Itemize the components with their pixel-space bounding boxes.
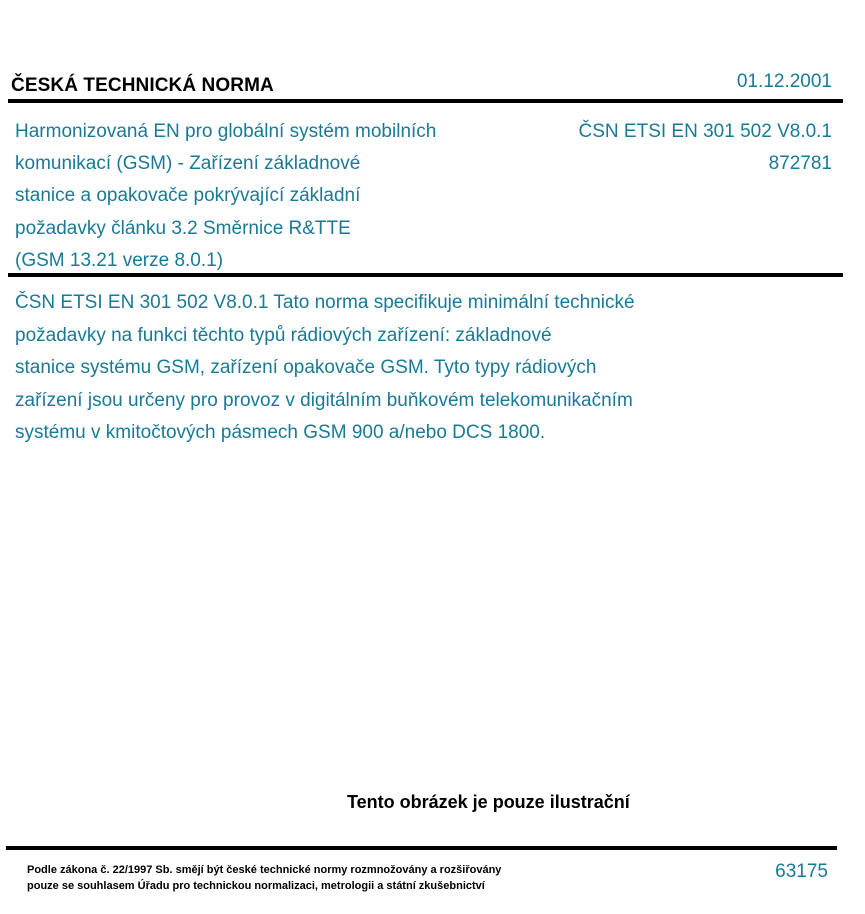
standard-title-line: (GSM 13.21 verze 8.0.1)	[15, 249, 224, 271]
footer-divider	[6, 846, 837, 850]
copyright-line: Podle zákona č. 22/1997 Sb. smějí být české technické normy rozmnožovány a rozšiřovány	[27, 864, 502, 876]
standard-designation: ČSN ETSI EN 301 502 V8.0.1	[578, 121, 832, 142]
standard-title	[15, 116, 515, 277]
abstract-line: požadavky na funkci těchto typů rádiových zařízení: základnové	[15, 324, 552, 346]
copyright-notice	[27, 862, 501, 894]
publication-date: 01.12.2001	[736, 71, 832, 92]
abstract-line: ČSN ETSI EN 301 502 V8.0.1 Tato norma specifikuje minimální technické	[15, 292, 635, 313]
standard-meta	[579, 116, 832, 180]
abstract-line: zařízení jsou určeny pro provoz v digitálním buňkovém telekomunikačním	[15, 389, 633, 411]
header-divider	[8, 99, 843, 103]
catalog-number: 63175	[775, 861, 828, 882]
standard-title-line: komunikací (GSM) - Zařízení základnové	[15, 153, 361, 175]
standard-title-line: Harmonizovaná EN pro globální systém mobilních	[15, 121, 437, 142]
title-divider	[8, 273, 843, 277]
copyright-line: pouze se souhlasem Úřadu pro technickou normalizaci, metrologii a státní zkušebnictví	[27, 880, 485, 892]
abstract-line: stanice systému GSM, zařízení opakovače GSM. Tyto typy rádiových	[15, 357, 597, 378]
abstract-line: systému v kmitočtových pásmech GSM 900 a/nebo DCS 1800.	[15, 422, 546, 443]
classification-code: 872781	[768, 153, 832, 175]
document-header-title: ČESKÁ TECHNICKÁ NORMA	[11, 75, 274, 96]
abstract	[15, 287, 775, 450]
illustrative-notice: Tento obrázek je pouze ilustrační	[347, 792, 630, 812]
standard-title-line: stanice a opakovače pokrývající základní	[15, 185, 361, 207]
standard-title-line: požadavky článku 3.2 Směrnice R&TTE	[15, 217, 351, 239]
